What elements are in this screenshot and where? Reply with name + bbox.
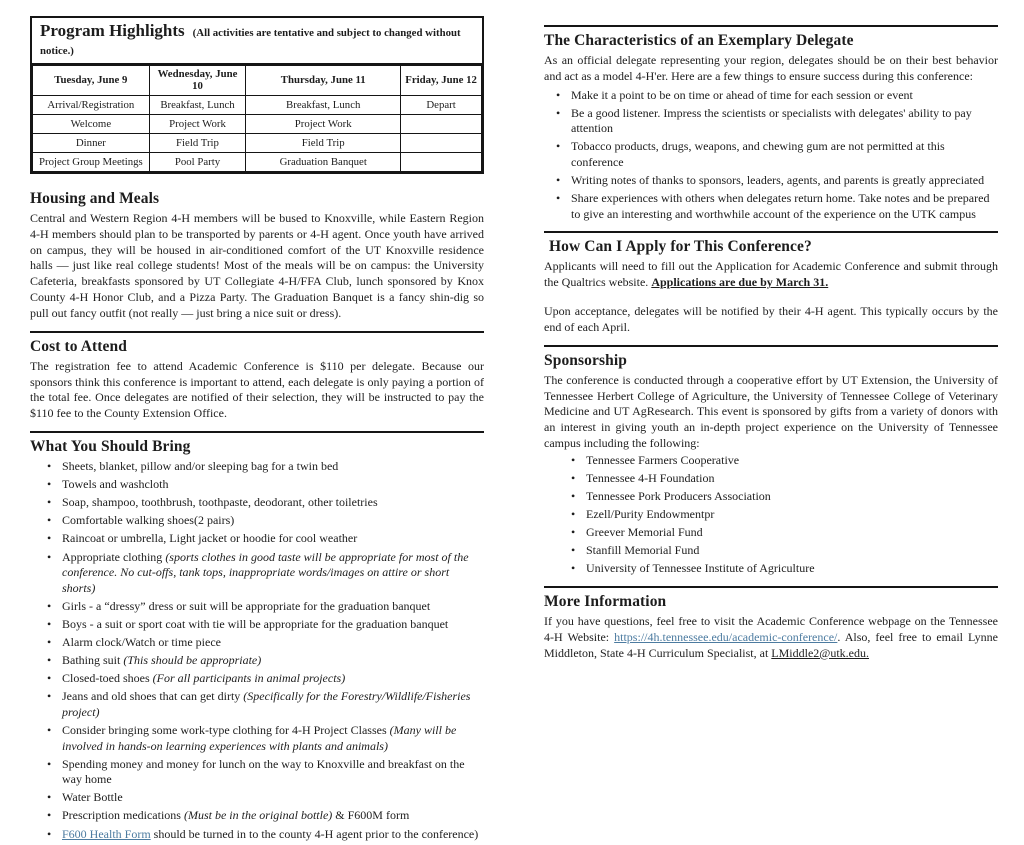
- list-item: • Tennessee Pork Producers Association: [586, 489, 998, 505]
- list-item: [62, 635, 484, 651]
- table-row: [33, 115, 482, 134]
- housing-paragraph: Central and Western Region 4-H members will be bused to Knoxville, while Eastern Region 4-H members should plan to be transported by parents or 4-H agent. Once youth have arrived on campus, they will be housed in air-conditioned comfort of the UT Knoxville residence halls — just like real college students! Most of the meals will be on campus: the University Cafeteria, breakfasts sponsored by UT Collegiate 4-H/FFA Club, lunch sponsored by Knox County 4-H Honor Club, and a Pizza Party. The Graduation Banquet is a fancy shin-dig so pull out fancy outfit (not really — just bring a nice suit or dress).: [30, 211, 484, 320]
- text-segment: Appropriate clothing: [62, 549, 166, 564]
- table-cell: Breakfast, Lunch: [246, 96, 401, 115]
- list-item: [62, 599, 484, 615]
- divider: [544, 586, 998, 588]
- list-item: [62, 459, 484, 475]
- divider: [30, 331, 484, 333]
- table-cell: Pool Party: [149, 153, 246, 172]
- bring-list: [30, 459, 484, 842]
- list-item: • Be a good listener. Impress the scientists or specialists with delegates' ability to pay attention: [571, 106, 998, 137]
- text-segment: should be turned in to the county 4-H agent prior to the conference): [150, 826, 479, 841]
- list-item: • Tennessee Farmers Cooperative: [586, 453, 998, 469]
- section-cost-to-attend: [30, 338, 484, 422]
- text-segment: Spending money and money for lunch on the way to Knoxville and breakfast on the way home: [62, 756, 465, 787]
- program-highlights-note: (All activities are tentative and subject to changed without notice.): [40, 27, 461, 57]
- list-item: • Make it a point to be on time or ahead of time for each session or event: [571, 88, 998, 104]
- sponsors-list: [544, 453, 998, 577]
- list-item: [62, 808, 484, 824]
- text-segment: Closed-toed shoes: [62, 671, 153, 686]
- sponsorship-heading: Sponsorship: [544, 351, 627, 369]
- cost-paragraph: The registration fee to attend Academic Conference is $110 per delegate. Because our sponsors think this conference is important to attend, each delegate is only paying a portion of the total fee. Once delegates are notified of their selection, they will be instructed to pay the $110 fee to the County Extension Office.: [30, 358, 484, 421]
- list-item: [62, 495, 484, 511]
- divider: [544, 345, 998, 347]
- table-cell: Dinner: [33, 134, 150, 153]
- program-schedule-table: [32, 65, 482, 172]
- list-item: • University of Tennessee Institute of Agriculture: [586, 561, 998, 577]
- list-item: • Writing notes of thanks to sponsors, leaders, agents, and parents is greatly appreciated: [571, 173, 998, 189]
- text-segment: Consider bringing some work-type clothing for 4-H Project Classes: [62, 723, 390, 738]
- list-item: • Tennessee 4-H Foundation: [586, 471, 998, 487]
- table-cell: [401, 153, 482, 172]
- table-cell: Graduation Banquet: [246, 153, 401, 172]
- table-cell: Welcome: [33, 115, 150, 134]
- table-cell: Field Trip: [149, 134, 246, 153]
- list-item: • Greever Memorial Fund: [586, 525, 998, 541]
- table-header-cell: Tuesday, June 9: [33, 66, 150, 96]
- list-item: [62, 723, 484, 754]
- text-segment: (sports clothes in good taste will be appropriate for most of the conference. No cut-offs, tank tops, inappropriate words/images on attire or short shorts): [62, 549, 469, 595]
- characteristics-heading: The Characteristics of an Exemplary Delegate: [544, 32, 854, 49]
- cost-heading: Cost to Attend: [30, 337, 127, 355]
- list-item: [62, 550, 484, 597]
- table-header-row: [33, 66, 482, 96]
- table-header-cell: Friday, June 12: [401, 66, 482, 96]
- table-cell: [401, 134, 482, 153]
- program-highlights-header: [32, 18, 482, 65]
- text-segment: Towels and washcloth: [62, 477, 169, 492]
- section-sponsorship: [544, 352, 998, 577]
- divider: [30, 431, 484, 433]
- text-segment: Jeans and old shoes that can get dirty: [62, 689, 244, 704]
- table-cell: Project Work: [246, 115, 401, 134]
- sponsorship-paragraph: The conference is conducted through a cooperative effort by UT Extension, the University of Tennessee Herbert College of Agriculture, the University of Tennessee College of Veterinary Medicine and UT AgResearch. This event is sponsored by gifts from a variety of donors with an interest in giving youth an in-depth project experience on the University of Tennessee campus including the following:: [544, 372, 998, 451]
- list-item: [62, 513, 484, 529]
- divider: [544, 231, 998, 233]
- text-segment: (For all participants in animal projects): [152, 671, 346, 686]
- apply-heading: How Can I Apply for This Conference?: [549, 238, 812, 256]
- apply-paragraph-1: [544, 259, 998, 291]
- characteristics-list: [544, 88, 998, 223]
- table-row: [33, 134, 482, 153]
- table-cell: Depart: [401, 96, 482, 115]
- text-segment: (This should be appropriate): [123, 653, 262, 668]
- bring-heading: What You Should Bring: [30, 438, 191, 456]
- text-segment: (Must be in the original bottle): [183, 808, 333, 823]
- list-item: [62, 689, 484, 720]
- text-segment: Prescription medications: [62, 808, 184, 823]
- table-header-cell: Thursday, June 11: [246, 66, 401, 96]
- text-segment: Boys - a suit or sport coat with tie will be appropriate for the graduation banquet: [62, 616, 449, 631]
- text-segment: If you have questions, feel free to visit the Academic Conference webpage on the Tennessee 4-H Website:: [544, 614, 998, 644]
- list-item: [62, 671, 484, 687]
- right-column: [544, 16, 998, 845]
- more-info-heading: More Information: [544, 593, 667, 611]
- section-what-you-should-bring: [30, 438, 484, 842]
- list-item: • Tobacco products, drugs, weapons, and chewing gum are not permitted at this conference: [571, 139, 998, 170]
- table-cell: Project Group Meetings: [33, 153, 150, 172]
- section-housing-and-meals: [30, 190, 484, 322]
- text-segment: . Also, feel free to email Lynne Middleton, State 4-H Curriculum Specialist, at: [544, 629, 998, 660]
- list-item: [62, 827, 484, 843]
- section-more-information: [544, 593, 998, 661]
- more-info-paragraph: [544, 614, 998, 661]
- text-segment: (Specifically for the Forestry/Wildlife/Fisheries project): [62, 689, 471, 719]
- text-segment: Bathing suit: [62, 653, 124, 668]
- table-header-cell: Wednesday, June 10: [149, 66, 246, 96]
- text-segment: & F600M form: [332, 808, 410, 823]
- text-segment: Applications are due by March 31.: [651, 275, 829, 290]
- text-segment: (Many will be involved in hands-on learning experiences with plants and animals): [62, 723, 457, 753]
- text-segment: Alarm clock/Watch or time piece: [62, 635, 221, 650]
- list-item: [62, 617, 484, 633]
- table-cell: Field Trip: [246, 134, 401, 153]
- text-segment: Raincoat or umbrella, Light jacket or hoodie for cool weather: [62, 531, 358, 546]
- text-segment: Sheets, blanket, pillow and/or sleeping bag for a twin bed: [62, 459, 339, 474]
- inline-link[interactable]: https://4h.tennessee.edu/academic-conference/: [614, 629, 838, 644]
- list-item: [62, 531, 484, 547]
- table-row: [33, 96, 482, 115]
- inline-link[interactable]: F600 Health Form: [62, 826, 151, 841]
- left-column: [30, 16, 484, 845]
- inline-link[interactable]: LMiddle2@utk.edu.: [771, 645, 870, 660]
- table-cell: Arrival/Registration: [33, 96, 150, 115]
- list-item: [62, 653, 484, 669]
- program-highlights-box: [30, 16, 484, 174]
- list-item: • Ezell/Purity Endowmentpr: [586, 507, 998, 523]
- divider: [544, 25, 998, 27]
- text-segment: Girls - a “dressy” dress or suit will be appropriate for the graduation banquet: [62, 598, 431, 613]
- list-item: • Share experiences with others when delegates return home. Take notes and be prepared to give an interesting and worthwhile account of the experience on the UTK campus: [571, 191, 998, 222]
- table-cell: Breakfast, Lunch: [149, 96, 246, 115]
- program-highlights-title: Program Highlights: [40, 21, 185, 40]
- list-item: [62, 477, 484, 493]
- list-item: • Stanfill Memorial Fund: [586, 543, 998, 559]
- text-segment: Comfortable walking shoes(2 pairs): [62, 513, 235, 528]
- text-segment: Soap, shampoo, toothbrush, toothpaste, deodorant, other toiletries: [62, 495, 378, 510]
- table-cell: Project Work: [149, 115, 246, 134]
- text-segment: Water Bottle: [62, 790, 123, 805]
- apply-paragraph-2: Upon acceptance, delegates will be notified by their 4-H agent. This typically occurs by the end of each April.: [544, 304, 998, 334]
- section-how-to-apply: [544, 238, 998, 335]
- section-exemplary-delegate: [544, 32, 998, 222]
- table-cell: [401, 115, 482, 134]
- housing-heading: Housing and Meals: [30, 190, 160, 207]
- characteristics-intro: As an official delegate representing your region, delegates should be on their best behavior and act as a model 4-H'er. Here are a few things to ensure success during this conference:: [544, 53, 998, 83]
- list-item: [62, 757, 484, 788]
- table-row: [33, 153, 482, 172]
- text-segment: Applicants will need to fill out the Application for Academic Conference and submit through the Qualtrics website.: [544, 259, 998, 290]
- list-item: [62, 790, 484, 806]
